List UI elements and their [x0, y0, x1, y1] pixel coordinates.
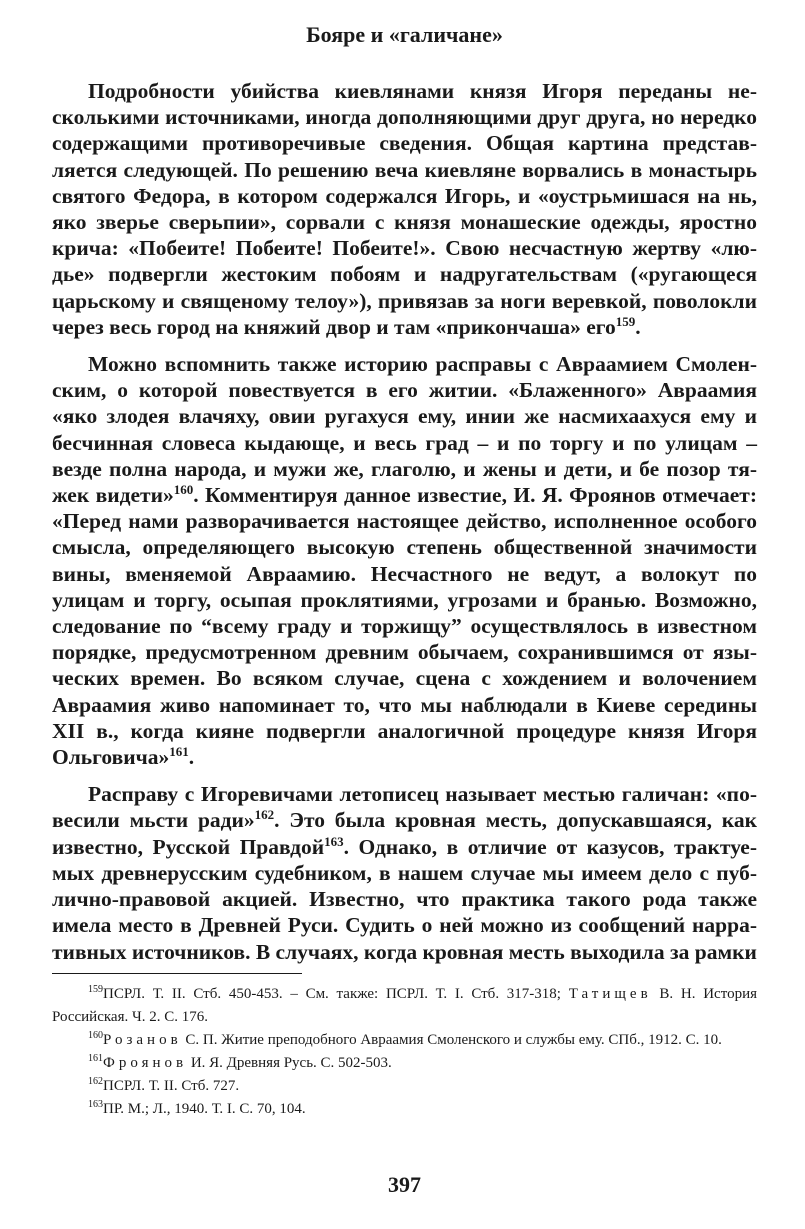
book-page	[52, 0, 757, 1229]
footnote-161: $^{161}$Фроянов И. Я. Древняя Русь. С. 502-503.	[88, 1053, 392, 1071]
footnote-163: $^{163}$ПР. М.; Л., 1940. Т. I. С. 70, 104.	[88, 1099, 306, 1117]
paragraph-1: Подробности убийства киевлянами князя Игоря переданы несколькими источниками, иногда дополняющими друг друга, но нередко содержащими противоречивые сведения. Общая картина представляется следующей. По решению веча киевляне ворвались в монастырь святого Федора, в котором содержался Игорь, и «оустрьмишася на нь, яко зверье сверьпии», сорвали с князя монашеские одежды, яростно крича: «Побеите! Побеите! Побеите!». Свою несчастную жертву «людье» подвергли жестоким побоям и надругательствам («ругающеся царьскому и священому телоу»), привязав за ноги веревкой, поволокли через весь город на княжий двор и там «прикончаша» его$^{159}$.	[52, 79, 757, 339]
page-number: 397	[388, 1172, 421, 1197]
running-head: Бояре и «галичане»	[306, 22, 503, 47]
footnotes	[52, 983, 757, 1121]
footnote-159: $^{159}$ПСРЛ. Т. II. Стб. 450-453. – См. также: ПСРЛ. Т. I. Стб. 317-318; Татищев В. Н. История Российская. Ч. 2. С. 176.	[52, 984, 757, 1025]
footnote-divider	[52, 973, 302, 974]
paragraph-2: Можно вспомнить также историю расправы с Авраамием Смоленским, о которой повествуется в его житии. «Блаженного» Авраамия «яко злодея влачяху, овии ругахуся ему, инии же насмихаахуся ему и бесчинная словеса кыдающе, и весь град – и по торгу и по улицам – везде полна народа, и мужи же, глаголю, и жены и дети, и бе позор тяжек видети»$^{160}$. Комментируя данное известие, И. Я. Фроянов отмечает: «Перед нами разворачивается настоящее действо, исполненное особого смысла, определяющего высокую степень общественной значимости вины, вменяемой Авраамию. Несчастного не ведут, а волокут по улицам и торгу, осыпая проклятиями, угрозами и бранью. Возможно, следование по “всему граду и торжищу” осуществлялось в известном порядке, предусмотренном древним обычаем, сохранившимся от языческих времен. Во всяком случае, сцена с хождением и волочением Авраамия живо напоминает то, что мы наблюдали в Киеве середины XII в., когда кияне подвергли аналогичной процедуре князя Игоря Ольговича»$^{161}$.	[52, 352, 757, 770]
paragraph-3: Расправу с Игоревичами летописец называет местью галичан: «повесили мьсти ради»$^{162}$. Это была кровная месть, допускавшаяся, как известно, Русской Правдой$^{163}$. Однако, в отличие от казусов, трактуемых древнерусским судебником, в нашем случае мы имеем дело с публично-правовой акцией. Известно, что практика такого рода также имела место в Древней Руси. Судить о ней можно из сообщений нарративных источников. В случаях, когда кровная месть выходила за рамки	[52, 782, 758, 964]
footnote-ref-159[interactable]: 159	[615, 313, 636, 329]
footnote-ref-162[interactable]: 162	[254, 807, 275, 823]
body-text	[52, 78, 757, 976]
footnote-ref-163[interactable]: 163	[324, 833, 344, 849]
footnote-160: $^{160}$Розанов С. П. Житие преподобного Авраамия Смоленского и службы ему. СПб., 1912. С. 10.	[88, 1030, 722, 1048]
footnote-ref-160[interactable]: 160	[173, 481, 194, 497]
footnote-ref-161[interactable]: 161	[169, 743, 189, 759]
footnote-162: $^{162}$ПСРЛ. Т. II. Стб. 727.	[88, 1076, 240, 1094]
